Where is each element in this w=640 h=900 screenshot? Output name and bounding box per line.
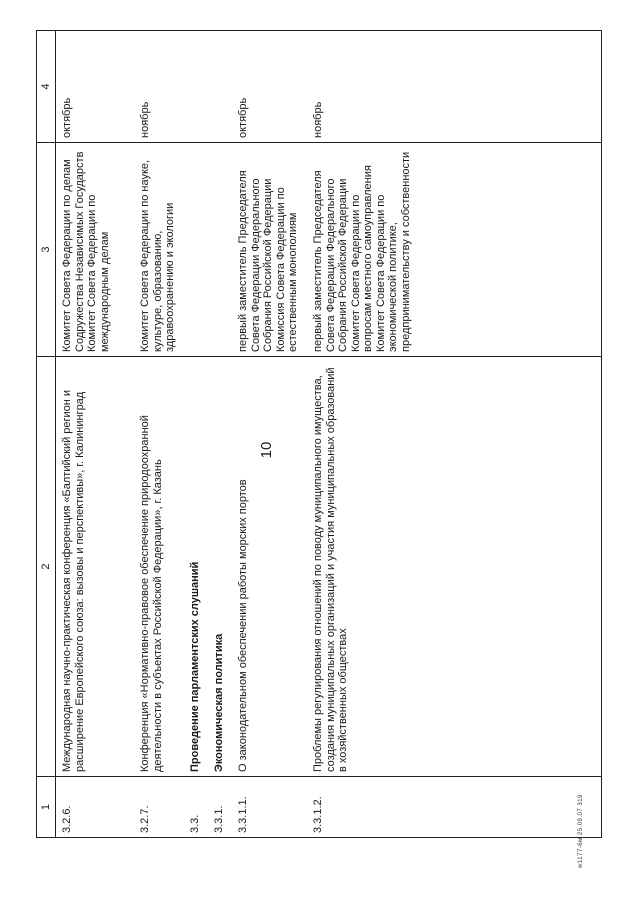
section-title: Экономическая политика	[213, 633, 225, 772]
responsible-list	[139, 146, 177, 352]
event-date: ноябрь	[312, 101, 324, 138]
column-number: 3	[37, 143, 55, 357]
column-numbers-row	[37, 31, 56, 837]
section-title: Проведение парламентских слушаний	[189, 561, 201, 772]
responsible-list	[312, 146, 412, 352]
table-row	[61, 31, 137, 837]
event-title: О законодательном обеспечении работы морских портов	[237, 479, 249, 772]
page-number: 10	[258, 441, 275, 459]
responsible-list	[237, 146, 300, 352]
responsible-item: Комитет Совета Федерации по вопросам местного самоуправления	[349, 165, 374, 352]
responsible-list	[61, 146, 111, 352]
table-row	[312, 31, 452, 837]
row-number: 3.3.1.2.	[312, 796, 324, 833]
table-row	[237, 31, 309, 837]
table-row	[139, 31, 187, 837]
responsible-item: Комиссия Совета Федерации по естественным монополиям	[274, 187, 299, 352]
row-number: 3.2.6.	[61, 805, 73, 833]
responsible-item: Комитет Совета Федерации по науке, культуре, образованию, здравоохранению и экологии	[139, 159, 176, 352]
event-title: Проблемы регулирования отношений по поводу муниципального имущества, создания муниципальных организаций и участия муниципальных образований в хозяйственных обществах	[312, 367, 349, 772]
event-title: Конференция «Нормативно-правовое обеспечение природоохранной деятельности в субъектах Российской Федерации», г. Казань	[139, 415, 164, 772]
responsible-item: первый заместитель Председателя Совета Федерации Федерального Собрания Российской Федерации	[312, 170, 349, 352]
row-number: 3.2.7.	[139, 805, 151, 833]
responsible-item: Комитет Совета Федерации по международным делам	[86, 194, 111, 352]
event-date: ноябрь	[139, 101, 151, 138]
column-number: 1	[40, 803, 52, 811]
event-title: Международная научно-практическая конференция «Балтийский регион и расширение Европейского союза: вызовы и перспективы», г. Калининград	[61, 389, 86, 772]
responsible-item: Комитет Совета Федерации по делам Содружества Независимых Государств	[61, 151, 86, 352]
table-grid	[36, 30, 602, 838]
responsible-item: Комитет Совета Федерации по экономической политике, предпринимательству и собственности	[374, 151, 412, 352]
event-date: октябрь	[61, 97, 73, 138]
row-number: 3.3.1.	[213, 805, 225, 833]
column-number: 4	[37, 31, 55, 143]
event-date: октябрь	[237, 97, 249, 138]
footer-code: w1177-6м 25.09.07 319	[578, 794, 584, 868]
table-row	[213, 31, 235, 837]
responsible-item: первый заместитель Председателя Совета Федерации Федерального Собрания Российской Федерации	[237, 170, 274, 352]
row-number: 3.3.1.1.	[237, 796, 249, 833]
table-row	[189, 31, 211, 837]
column-number: 2	[37, 357, 55, 777]
row-number: 3.3.	[189, 814, 201, 833]
